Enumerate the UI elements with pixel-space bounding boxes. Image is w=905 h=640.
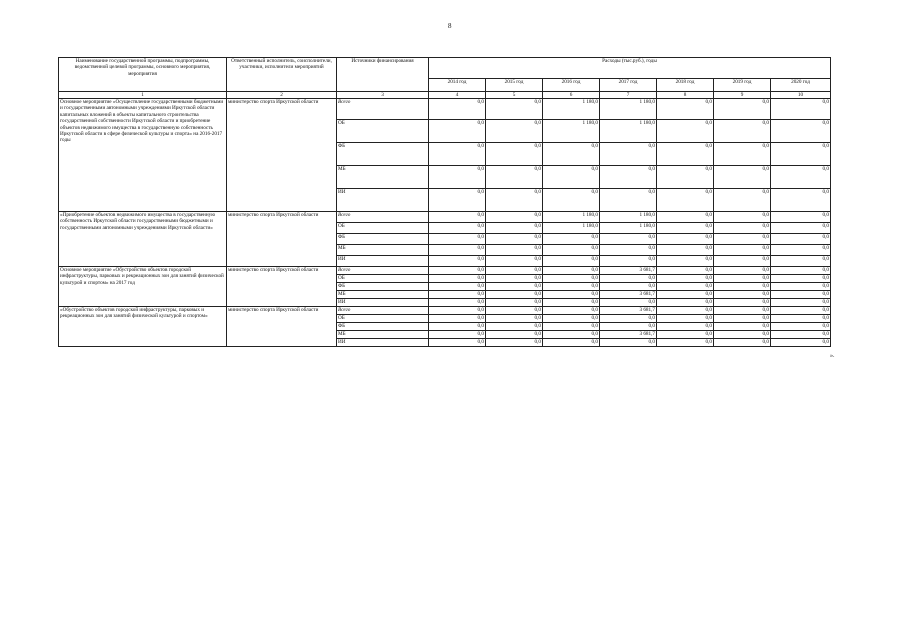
column-number: 9: [714, 92, 771, 99]
measure-name: Основное мероприятие «Обустройство объектов городской инфраструктуры, парковых и рекреационных зон для занятий физической культурой и спортом» на 2017 год: [59, 267, 227, 307]
expense-value: 0,0: [714, 245, 771, 256]
expense-value: 0,0: [771, 212, 831, 223]
expense-value: 0,0: [486, 331, 543, 339]
header-year: 2020 год: [771, 79, 831, 92]
funding-source: ФБ: [337, 283, 429, 291]
expense-value: 0,0: [600, 256, 657, 267]
header-source: Источники финансирования: [337, 58, 429, 92]
expense-value: 0,0: [657, 245, 714, 256]
expense-value: 1 180,0: [600, 212, 657, 223]
page-number: 8: [448, 22, 452, 30]
expense-value: 0,0: [486, 120, 543, 143]
expense-value: 0,0: [429, 99, 486, 120]
expense-value: 0,0: [771, 283, 831, 291]
expense-value: 0,0: [429, 256, 486, 267]
column-number: 3: [337, 92, 429, 99]
funding-source: ФБ: [337, 323, 429, 331]
expense-value: 0,0: [657, 307, 714, 315]
funding-source: ОБ: [337, 223, 429, 234]
expense-value: 0,0: [657, 339, 714, 347]
table-row: [59, 212, 831, 223]
funding-source: ОБ: [337, 315, 429, 323]
funding-source: МБ: [337, 291, 429, 299]
expense-value: 0,0: [429, 323, 486, 331]
header-responsible: Ответственный исполнитель, соисполнители, участники, исполнители мероприятий: [227, 58, 337, 92]
expense-value: 0,0: [600, 245, 657, 256]
expense-value: 0,0: [657, 331, 714, 339]
expense-value: 0,0: [429, 245, 486, 256]
expense-value: 0,0: [600, 283, 657, 291]
measure-name: «Приобретение объектов недвижимого имущества в государственную собственность Иркутской области государственными бюджетными и государственными автономными учреждениями Иркутской области»: [59, 212, 227, 267]
expense-value: 1 180,0: [543, 212, 600, 223]
expense-value: 0,0: [657, 234, 714, 245]
expense-value: 0,0: [429, 166, 486, 189]
funding-source: ИИ: [337, 189, 429, 212]
expense-value: 1 180,0: [600, 120, 657, 143]
expense-value: 0,0: [486, 189, 543, 212]
expense-value: 1 180,0: [543, 120, 600, 143]
header-year: 2015 год: [486, 79, 543, 92]
header-year: 2018 год: [657, 79, 714, 92]
expense-value: 3 681,7: [600, 267, 657, 275]
expense-value: 0,0: [771, 143, 831, 166]
funding-source: МБ: [337, 331, 429, 339]
expense-value: 0,0: [771, 299, 831, 307]
header-year: 2016 год: [543, 79, 600, 92]
expense-value: 0,0: [657, 166, 714, 189]
expense-value: 0,0: [714, 307, 771, 315]
expense-value: 0,0: [543, 275, 600, 283]
expense-value: 0,0: [714, 331, 771, 339]
expense-value: 0,0: [429, 143, 486, 166]
funding-source: ИИ: [337, 256, 429, 267]
expense-value: 0,0: [429, 315, 486, 323]
measure-name: Основное мероприятие «Осуществление государственными бюджетными и государственными автономными учреждениями Иркутской области капитальных вложений в объекты капитального строительства государственной собственности Иркутской области и приобретение объектов недвижимого имущества в государственную собственность Иркутской области в сфере физической культуры и спорта» на 2016-2017 годы: [59, 99, 227, 212]
header-expenses: Расходы (тыс.руб.), годы: [429, 58, 831, 79]
expense-value: 0,0: [600, 166, 657, 189]
expense-value: 0,0: [429, 189, 486, 212]
expense-value: 0,0: [486, 323, 543, 331]
expense-value: 0,0: [429, 331, 486, 339]
expense-value: 0,0: [657, 120, 714, 143]
expense-value: 0,0: [486, 299, 543, 307]
expense-value: 0,0: [600, 299, 657, 307]
expense-value: 0,0: [657, 291, 714, 299]
expense-value: 0,0: [429, 120, 486, 143]
expense-value: 0,0: [600, 189, 657, 212]
expense-value: 3 681,7: [600, 307, 657, 315]
expense-value: 0,0: [771, 99, 831, 120]
expense-value: 0,0: [657, 143, 714, 166]
column-number: 6: [543, 92, 600, 99]
funding-source: ИИ: [337, 299, 429, 307]
expense-value: 0,0: [543, 291, 600, 299]
responsible-executor: министерство спорта Иркутской области: [227, 99, 337, 212]
expense-value: 0,0: [714, 120, 771, 143]
expense-value: 0,0: [714, 234, 771, 245]
expense-value: 0,0: [714, 189, 771, 212]
expense-value: 0,0: [429, 234, 486, 245]
expense-value: 0,0: [600, 234, 657, 245]
expense-value: 0,0: [429, 283, 486, 291]
expense-value: 0,0: [771, 267, 831, 275]
header-year: 2017 год: [600, 79, 657, 92]
expense-value: 0,0: [714, 283, 771, 291]
expense-value: 0,0: [771, 331, 831, 339]
expense-value: 0,0: [543, 143, 600, 166]
expense-value: 0,0: [600, 315, 657, 323]
expense-value: 0,0: [429, 223, 486, 234]
funding-source: Всего: [337, 307, 429, 315]
expense-value: 0,0: [486, 315, 543, 323]
expense-value: 0,0: [600, 339, 657, 347]
measure-name: «Обустройство объектов городской инфраструктуры, парковых и рекреационных зон для занятий физической культурой и спортом»: [59, 307, 227, 347]
responsible-executor: министерство спорта Иркутской области: [227, 212, 337, 267]
expense-value: 0,0: [429, 275, 486, 283]
header-name: Наименование государственной программы, подпрограммы, ведомственной целевой программы, основного мероприятия, мероприятия: [59, 58, 227, 92]
table-body: [59, 99, 831, 347]
expense-value: 0,0: [714, 315, 771, 323]
expense-value: 0,0: [543, 234, 600, 245]
expense-value: 0,0: [714, 267, 771, 275]
expense-value: 0,0: [600, 143, 657, 166]
expense-value: 0,0: [714, 339, 771, 347]
expense-value: 1 180,0: [600, 223, 657, 234]
expense-value: 0,0: [486, 143, 543, 166]
expense-value: 0,0: [429, 267, 486, 275]
expense-value: 0,0: [657, 267, 714, 275]
expense-value: 0,0: [657, 223, 714, 234]
expense-value: 0,0: [714, 143, 771, 166]
table-row: [59, 267, 831, 275]
expense-value: 0,0: [486, 307, 543, 315]
expense-value: 1 180,0: [600, 99, 657, 120]
column-numbers-row: [59, 92, 831, 99]
header-year: 2019 год: [714, 79, 771, 92]
expense-value: 1 180,0: [543, 223, 600, 234]
expense-value: 0,0: [771, 189, 831, 212]
expense-value: 0,0: [543, 166, 600, 189]
expense-value: 0,0: [714, 299, 771, 307]
expense-value: 0,0: [486, 223, 543, 234]
responsible-executor: министерство спорта Иркутской области: [227, 267, 337, 307]
expense-value: 3 681,7: [600, 291, 657, 299]
expense-value: 0,0: [771, 120, 831, 143]
budget-table: [58, 57, 831, 347]
expense-value: 0,0: [714, 166, 771, 189]
expense-value: 0,0: [543, 283, 600, 291]
expense-value: 0,0: [714, 212, 771, 223]
expense-value: 0,0: [486, 283, 543, 291]
expense-value: 0,0: [771, 307, 831, 315]
expense-value: 0,0: [486, 256, 543, 267]
expense-value: 0,0: [714, 223, 771, 234]
expense-value: 0,0: [657, 315, 714, 323]
funding-source: ОБ: [337, 275, 429, 283]
funding-source: МБ: [337, 245, 429, 256]
expense-value: 0,0: [771, 234, 831, 245]
expense-value: 0,0: [657, 275, 714, 283]
expense-value: 0,0: [543, 307, 600, 315]
expense-value: 0,0: [771, 315, 831, 323]
expense-value: 0,0: [771, 323, 831, 331]
expense-value: 0,0: [657, 256, 714, 267]
expense-value: 0,0: [714, 291, 771, 299]
expense-value: 0,0: [429, 291, 486, 299]
funding-source: Всего: [337, 99, 429, 120]
expense-value: 0,0: [543, 323, 600, 331]
expense-value: 0,0: [657, 212, 714, 223]
expense-value: 0,0: [771, 223, 831, 234]
table-header: [59, 58, 831, 99]
expense-value: 0,0: [429, 299, 486, 307]
expense-value: 0,0: [486, 267, 543, 275]
expense-value: 0,0: [771, 275, 831, 283]
expense-value: 0,0: [486, 339, 543, 347]
funding-source: ИИ: [337, 339, 429, 347]
column-number: 2: [227, 92, 337, 99]
table-row: [59, 99, 831, 120]
funding-source: ФБ: [337, 143, 429, 166]
expense-value: 0,0: [543, 331, 600, 339]
expense-value: 0,0: [543, 339, 600, 347]
funding-source: МБ: [337, 166, 429, 189]
expense-value: 0,0: [714, 256, 771, 267]
column-number: 1: [59, 92, 227, 99]
expense-value: 0,0: [486, 234, 543, 245]
column-number: 10: [771, 92, 831, 99]
column-number: 8: [657, 92, 714, 99]
column-number: 5: [486, 92, 543, 99]
responsible-executor: министерство спорта Иркутской области: [227, 307, 337, 347]
expense-value: 1 180,0: [543, 99, 600, 120]
header-year: 2014 год: [429, 79, 486, 92]
expense-value: 0,0: [657, 323, 714, 331]
expense-value: 0,0: [771, 339, 831, 347]
expense-value: 0,0: [543, 315, 600, 323]
expense-value: 0,0: [714, 323, 771, 331]
expense-value: 0,0: [543, 267, 600, 275]
funding-source: Всего: [337, 212, 429, 223]
expense-value: 0,0: [714, 99, 771, 120]
column-number: 7: [600, 92, 657, 99]
expense-value: 0,0: [486, 166, 543, 189]
expense-value: 0,0: [543, 189, 600, 212]
expense-value: 0,0: [486, 275, 543, 283]
expense-value: 0,0: [486, 291, 543, 299]
expense-value: 0,0: [429, 212, 486, 223]
closing-mark: ».: [830, 353, 835, 359]
expense-value: 0,0: [486, 99, 543, 120]
expense-value: 0,0: [486, 212, 543, 223]
expense-value: 0,0: [600, 275, 657, 283]
expense-value: 0,0: [771, 291, 831, 299]
expense-value: 0,0: [771, 245, 831, 256]
expense-value: 0,0: [543, 256, 600, 267]
table-row: [59, 307, 831, 315]
expense-value: 0,0: [657, 99, 714, 120]
funding-source: ФБ: [337, 234, 429, 245]
column-number: 4: [429, 92, 486, 99]
expense-value: 0,0: [600, 323, 657, 331]
expense-value: 0,0: [543, 299, 600, 307]
expense-value: 3 681,7: [600, 331, 657, 339]
expense-value: 0,0: [657, 189, 714, 212]
expense-value: 0,0: [714, 275, 771, 283]
expense-value: 0,0: [771, 256, 831, 267]
expense-value: 0,0: [657, 299, 714, 307]
expense-value: 0,0: [657, 283, 714, 291]
expense-value: 0,0: [429, 307, 486, 315]
funding-source: ОБ: [337, 120, 429, 143]
expense-value: 0,0: [429, 339, 486, 347]
expense-value: 0,0: [771, 166, 831, 189]
funding-source: Всего: [337, 267, 429, 275]
expense-value: 0,0: [543, 245, 600, 256]
expense-value: 0,0: [486, 245, 543, 256]
